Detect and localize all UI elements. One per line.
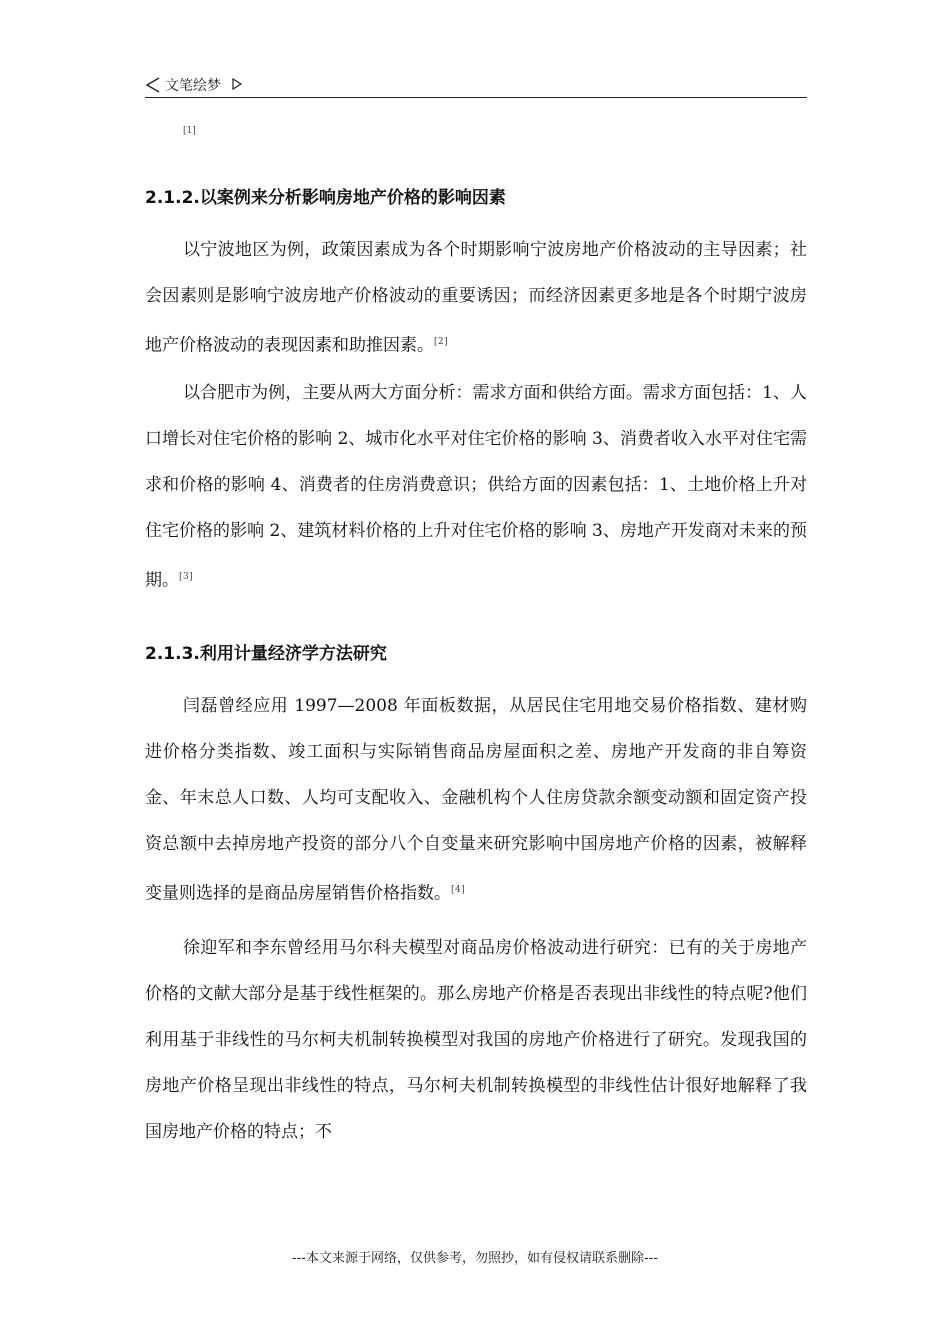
paragraph — [145, 683, 807, 917]
header-title: 文笔绘梦 — [165, 78, 221, 94]
page-header — [145, 72, 807, 98]
paragraph — [145, 925, 807, 1155]
paragraph — [145, 227, 807, 369]
header-rule — [145, 97, 807, 98]
paragraph — [145, 370, 807, 604]
section-heading: 2.1.2.以案例来分析影响房地产价格的影响因素 — [145, 188, 506, 208]
right-triangle-icon — [231, 76, 243, 95]
paragraph-text: 闫磊曾经应用 1997—2008 年面板数据，从居民住宅用地交易价格指数、建材购进价格分类指数、竣工面积与实际销售商品房屋面积之差、房地产开发商的非自筹资金、年末总人口数、人均可支配收入、金融机构个人住房贷款余额变动额和固定资产投资总额中去掉房地产投资的部分八个自变量来研究影响中国房地产价格的因素，被解释变量则选择的是商品房屋销售价格指数。 — [145, 696, 807, 904]
page-footer: ---本文来源于网络，仅供参考，勿照抄，如有侵权请联系删除--- — [291, 1251, 659, 1266]
citation-ref: [3] — [179, 572, 194, 582]
citation-ref: [2] — [434, 337, 449, 347]
citation-ref: [1] — [183, 126, 196, 136]
section-heading: 2.1.3.利用计量经济学方法研究 — [145, 644, 387, 664]
left-triangle-icon — [145, 76, 161, 98]
paragraph-text: 以宁波地区为例，政策因素成为各个时期影响宁波房地产价格波动的主导因素；社会因素则是影响宁波房地产价格波动的重要诱因；而经济因素更多地是各个时期宁波房地产价格波动的表现因素和助推因素。 — [145, 240, 807, 356]
paragraph-text: 徐迎军和李东曾经用马尔科夫模型对商品房价格波动进行研究：已有的关于房地产价格的文献大部分是基于线性框架的。那么房地产价格是否表现出非线性的特点呢?他们利用基于非线性的马尔柯夫机制转换模型对我国的房地产价格进行了研究。发现我国的房地产价格呈现出非线性的特点，马尔柯夫机制转换模型的非线性估计很好地解释了我国房地产价格的特点；不 — [145, 938, 807, 1142]
paragraph-text: 以合肥市为例，主要从两大方面分析：需求方面和供给方面。需求方面包括：1、人口增长对住宅价格的影响 2、城市化水平对住宅价格的影响 3、消费者收入水平对住宅需求和价格的影响 4、消费者的住房消费意识；供给方面的因素包括：1、土地价格上升对住宅价格的影响 2、建筑材料价格的上升对住宅价格的影响 3、房地产开发商对未来的预期。 — [145, 383, 807, 591]
citation-ref: [4] — [451, 885, 466, 895]
